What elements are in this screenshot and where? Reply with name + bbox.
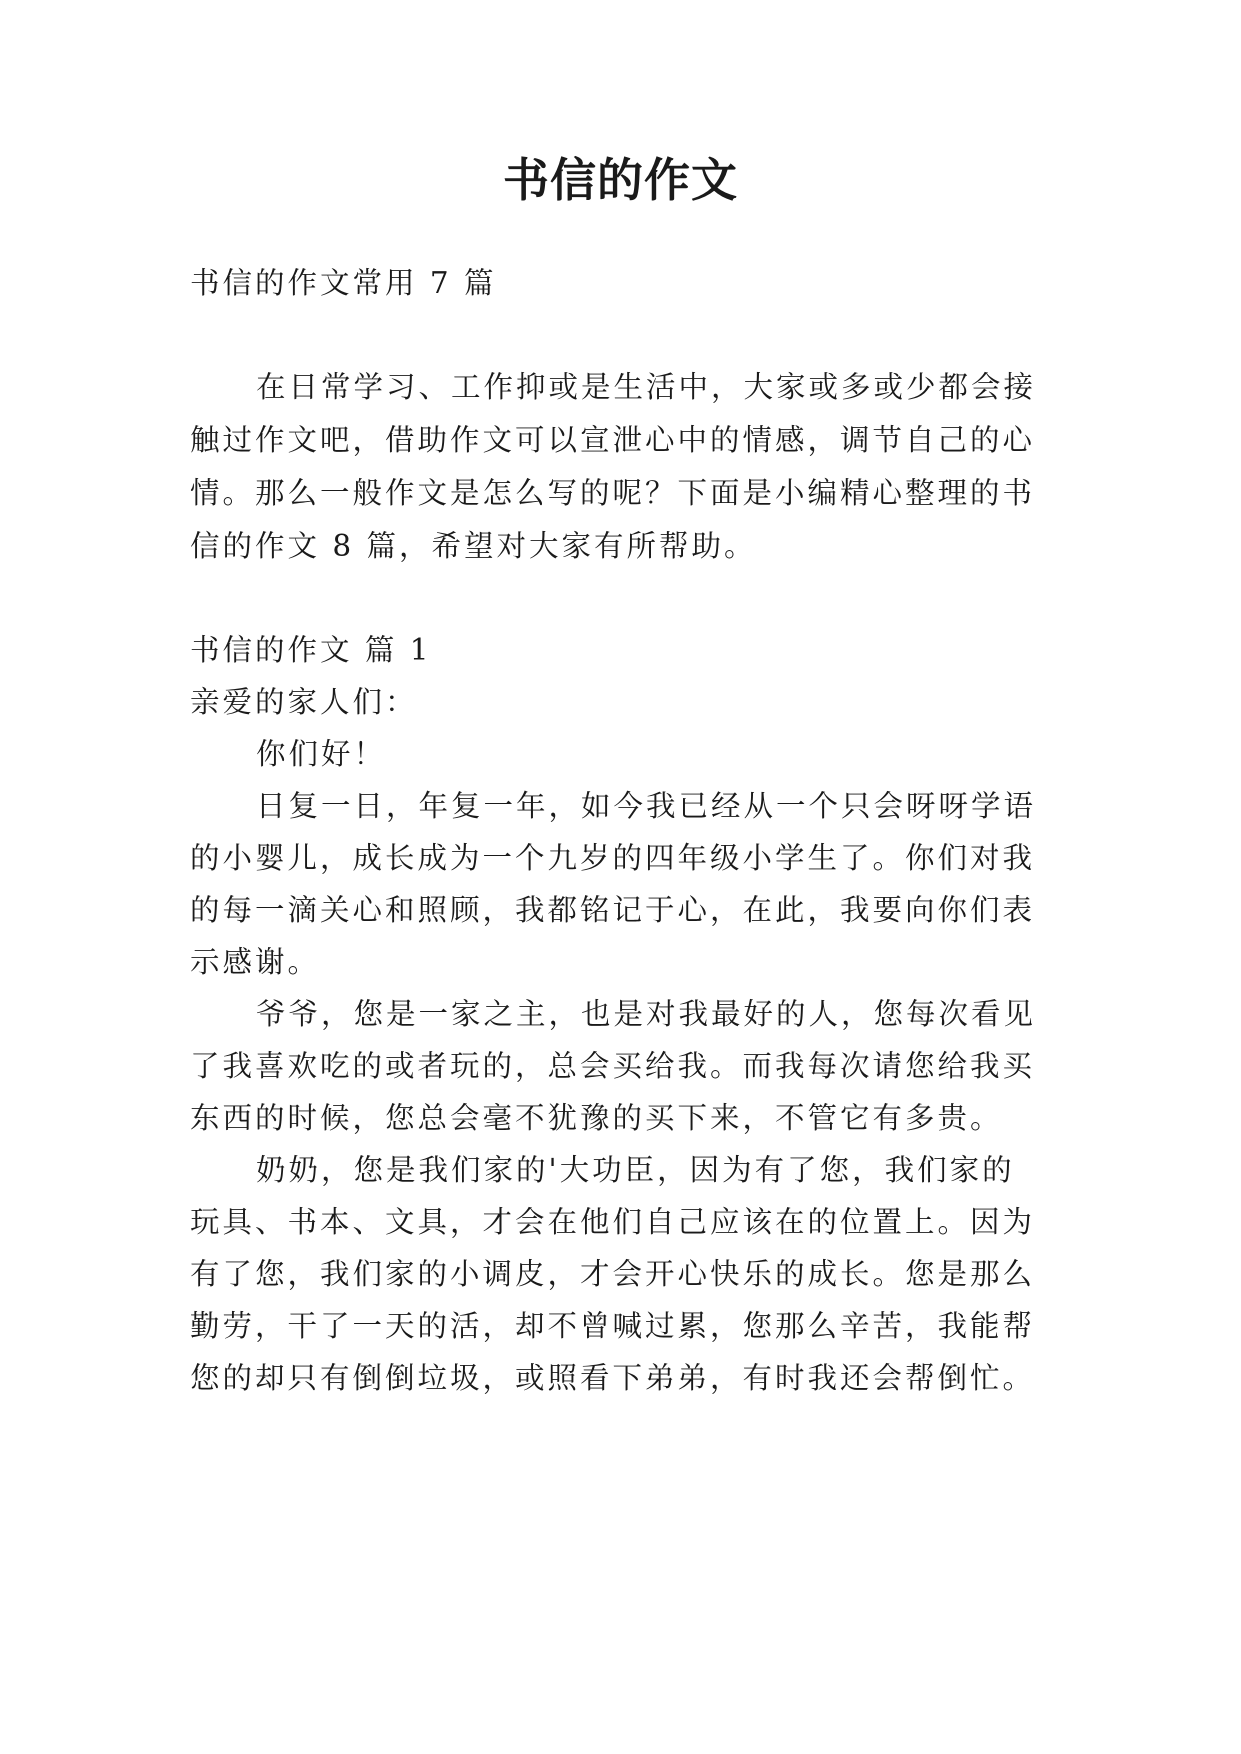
letter-greeting: 你们好！	[256, 737, 387, 771]
document-title: 书信的作文	[503, 153, 738, 207]
body-line: 了我喜欢吃的或者玩的，总会买给我。而我每次请您给我买	[190, 1049, 1036, 1083]
letter-salutation: 亲爱的家人们：	[190, 685, 418, 719]
body-line: 有了您，我们家的小调皮，才会开心快乐的成长。您是那么	[190, 1257, 1036, 1291]
intro-line: 触过作文吧，借助作文可以宣泄心中的情感，调节自己的心	[190, 423, 1036, 457]
body-line: 日复一日，年复一年，如今我已经从一个只会呀呀学语	[256, 789, 1037, 823]
intro-line: 信的作文 8 篇，希望对大家有所帮助。	[190, 529, 757, 563]
body-line: 爷爷，您是一家之主，也是对我最好的人，您每次看见	[256, 997, 1037, 1031]
body-line: 奶奶，您是我们家的'大功臣，因为有了您，我们家的	[256, 1153, 1015, 1187]
body-line: 勤劳，干了一天的活，却不曾喊过累，您那么辛苦，我能帮	[190, 1309, 1036, 1343]
body-line: 的小婴儿，成长成为一个九岁的四年级小学生了。你们对我	[190, 841, 1036, 875]
intro-line: 在日常学习、工作抑或是生活中，大家或多或少都会接	[256, 370, 1037, 404]
body-line: 您的却只有倒倒垃圾，或照看下弟弟，有时我还会帮倒忙。	[190, 1361, 1036, 1395]
body-line: 示感谢。	[190, 945, 321, 979]
body-line: 玩具、书本、文具，才会在他们自己应该在的位置上。因为	[190, 1205, 1036, 1239]
intro-line: 情。那么一般作文是怎么写的呢？下面是小编精心整理的书	[190, 476, 1036, 510]
body-line: 的每一滴关心和照顾，我都铭记于心，在此，我要向你们表	[190, 893, 1036, 927]
section-heading: 书信的作文 篇 1	[190, 633, 432, 667]
body-line: 东西的时候，您总会毫不犹豫的买下来，不管它有多贵。	[190, 1101, 1003, 1135]
document-subtitle: 书信的作文常用 7 篇	[190, 266, 497, 300]
